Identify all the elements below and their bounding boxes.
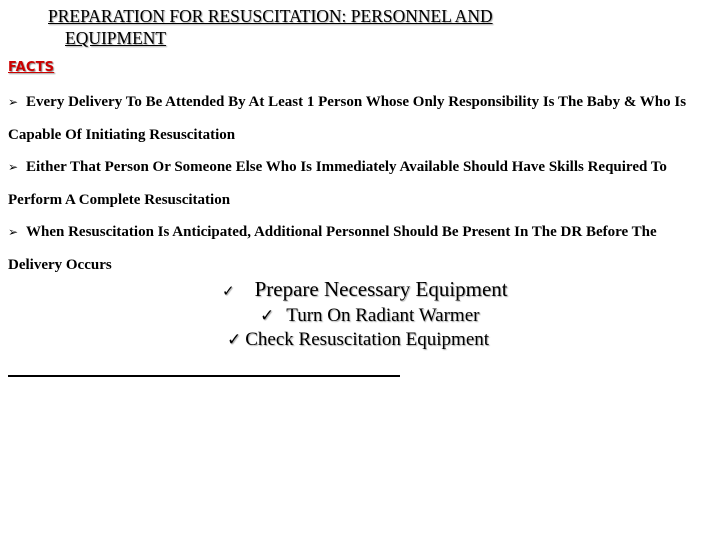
checklist-item-text: Turn On Radiant Warmer [286,305,480,326]
fact-bullet-text: When Resuscitation Is Anticipated, Additional Personnel Should Be Present In The DR Before The Delivery Occurs [8,224,657,273]
checkmark-icon: ✓ [227,330,242,350]
title-line-1: PREPARATION FOR RESUSCITATION: PERSONNEL AND [48,6,493,26]
fact-bullet-text: Either That Person Or Someone Else Who Is Immediately Available Should Have Skills Required To Perform A Complete Resuscitation [8,159,667,208]
checkmark-icon: ✓ [260,306,275,326]
arrow-bullet-icon: ➢ [8,225,19,239]
arrow-bullet-icon: ➢ [8,95,19,109]
fact-bullet [8,86,713,151]
title-line-2: EQUIPMENT [65,28,167,48]
checklist-item-text: Prepare Necessary Equipment [254,277,508,301]
checkmark-icon: ✓ [222,282,235,300]
horizontal-divider [8,375,400,377]
fact-bullet-list [8,86,713,281]
checklist-item-text: Check Resuscitation Equipment [245,329,490,350]
facts-heading: FACTS [8,60,55,75]
checklist-item [227,329,489,351]
checklist-item [260,305,479,327]
arrow-bullet-icon: ➢ [8,160,19,174]
fact-bullet-text: Every Delivery To Be Attended By At Least 1 Person Whose Only Responsibility Is The Baby & Who Is Capable Of Initiating Resuscitation [8,94,687,143]
fact-bullet [8,216,713,281]
checklist-item [222,277,508,302]
slide-title [48,5,648,49]
fact-bullet [8,151,713,216]
